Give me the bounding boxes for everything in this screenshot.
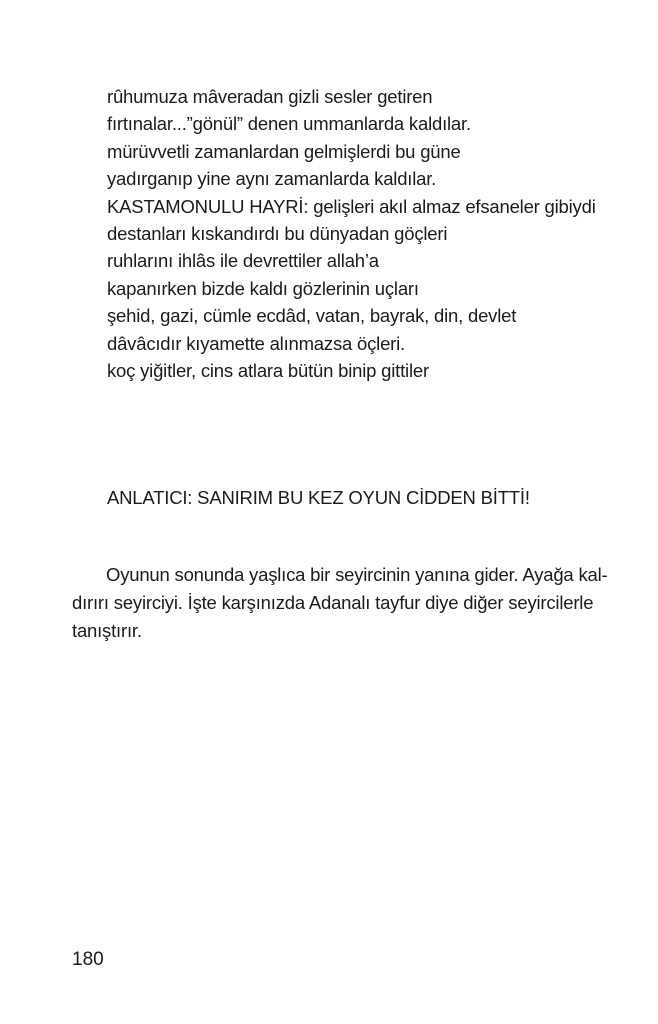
poem-line: dâvâcıdır kıyamette alınmazsa öçleri.	[107, 332, 405, 354]
poem-line: kapanırken bizde kaldı gözlerinin uçları	[107, 277, 419, 299]
poem-block	[107, 83, 596, 384]
page-number: 180	[72, 949, 104, 970]
poem-line: ruhlarını ihlâs ile devrettiler allah’a	[107, 250, 379, 272]
stage-direction-line: Oyunun sonunda yaşlıca bir seyircinin yanına gider. Ayağa kal-	[106, 564, 608, 585]
poem-line: destanları kıskandırdı bu dünyadan göçleri	[107, 223, 448, 245]
poem-line: yadırganıp yine aynı zamanlarda kaldılar.	[107, 168, 437, 190]
poem-line: şehid, gazi, cümle ecdâd, vatan, bayrak, din, devlet	[107, 305, 517, 327]
stage-direction-paragraph	[72, 561, 608, 646]
poem-line: rûhumuza mâveradan gizli sesler getiren	[107, 86, 433, 107]
poem-line: fırtınalar...”gönül” denen ummanlarda kaldılar.	[107, 113, 471, 135]
narrator-line: ANLATICI: SANIRIM BU KEZ OYUN CİDDEN BİTTİ!	[107, 487, 530, 508]
stage-direction-line: dırırı seyirciyi. İşte karşınızda Adanalı tayfur diye diğer seyircilerle	[72, 592, 594, 614]
stage-direction-line: tanıştırır.	[72, 620, 142, 642]
poem-line: mürüvvetli zamanlardan gelmişlerdi bu güne	[107, 140, 461, 162]
poem-line: koç yiğitler, cins atlara bütün binip gittiler	[107, 360, 429, 382]
poem-line: KASTAMONULU HAYRİ: gelişleri akıl almaz efsaneler gibiydi	[107, 195, 596, 217]
